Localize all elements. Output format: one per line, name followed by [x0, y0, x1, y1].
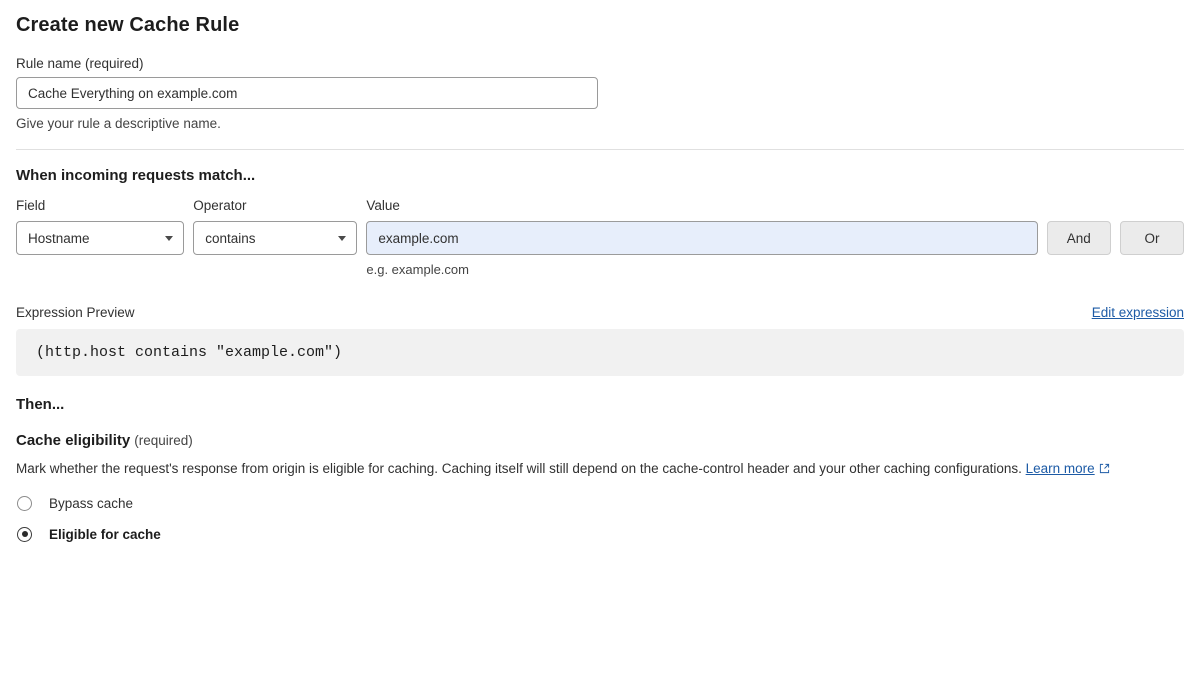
radio-eligible-for-cache[interactable] — [17, 527, 32, 542]
cache-eligibility-description — [16, 459, 1176, 480]
cache-eligibility-title: Cache eligibility — [16, 432, 131, 449]
section-divider — [16, 149, 1184, 150]
rule-name-input[interactable] — [16, 77, 598, 109]
expression-preview-label: Expression Preview — [16, 305, 135, 320]
page-title: Create new Cache Rule — [16, 14, 240, 36]
field-select-wrap — [16, 221, 184, 255]
radio-label-bypass-cache: Bypass cache — [49, 495, 134, 511]
rule-name-label: Rule name (required) — [16, 56, 144, 71]
cache-eligibility-required: (required) — [134, 433, 193, 448]
operator-select-wrap — [193, 221, 357, 255]
or-button[interactable]: Or — [1120, 221, 1184, 255]
match-row — [16, 198, 1184, 277]
field-column — [16, 198, 184, 255]
cache-eligibility-description-text: Mark whether the request's response from origin is eligible for caching. Caching itself will still depend on the cache-control header and your other caching configurations. — [16, 461, 1026, 476]
or-spacer-label — [1120, 198, 1184, 214]
value-label: Value — [366, 198, 400, 213]
expression-preview-box: (http.host contains "example.com") — [16, 329, 1184, 376]
value-help: e.g. example.com — [366, 262, 469, 277]
radio-row-eligible-for-cache[interactable] — [16, 527, 1184, 542]
match-section-heading: When incoming requests match... — [16, 167, 256, 184]
cache-eligibility-heading — [16, 432, 1184, 449]
chevron-down-icon — [338, 236, 346, 241]
chevron-down-icon — [165, 236, 173, 241]
radio-row-bypass-cache[interactable] — [16, 496, 1184, 511]
value-input[interactable] — [366, 221, 1038, 255]
operator-label: Operator — [193, 198, 247, 213]
and-spacer-label — [1047, 198, 1111, 214]
rule-name-help: Give your rule a descriptive name. — [16, 116, 221, 131]
operator-column — [193, 198, 357, 255]
value-column — [366, 198, 1038, 277]
field-select-value: Hostname — [28, 230, 90, 246]
and-column — [1047, 198, 1111, 255]
operator-select[interactable] — [193, 221, 357, 255]
expression-preview-row — [16, 305, 1184, 320]
learn-more-link[interactable]: Learn more — [1025, 461, 1095, 476]
then-heading: Then... — [16, 396, 65, 413]
external-link-icon — [1099, 460, 1110, 471]
edit-expression-link[interactable]: Edit expression — [1091, 305, 1184, 320]
or-column — [1120, 198, 1184, 255]
operator-select-value: contains — [205, 230, 256, 246]
field-label: Field — [16, 198, 46, 213]
radio-bypass-cache[interactable] — [17, 496, 32, 511]
radio-label-eligible-for-cache: Eligible for cache — [49, 526, 161, 542]
field-select[interactable] — [16, 221, 184, 255]
and-button[interactable]: And — [1047, 221, 1111, 255]
